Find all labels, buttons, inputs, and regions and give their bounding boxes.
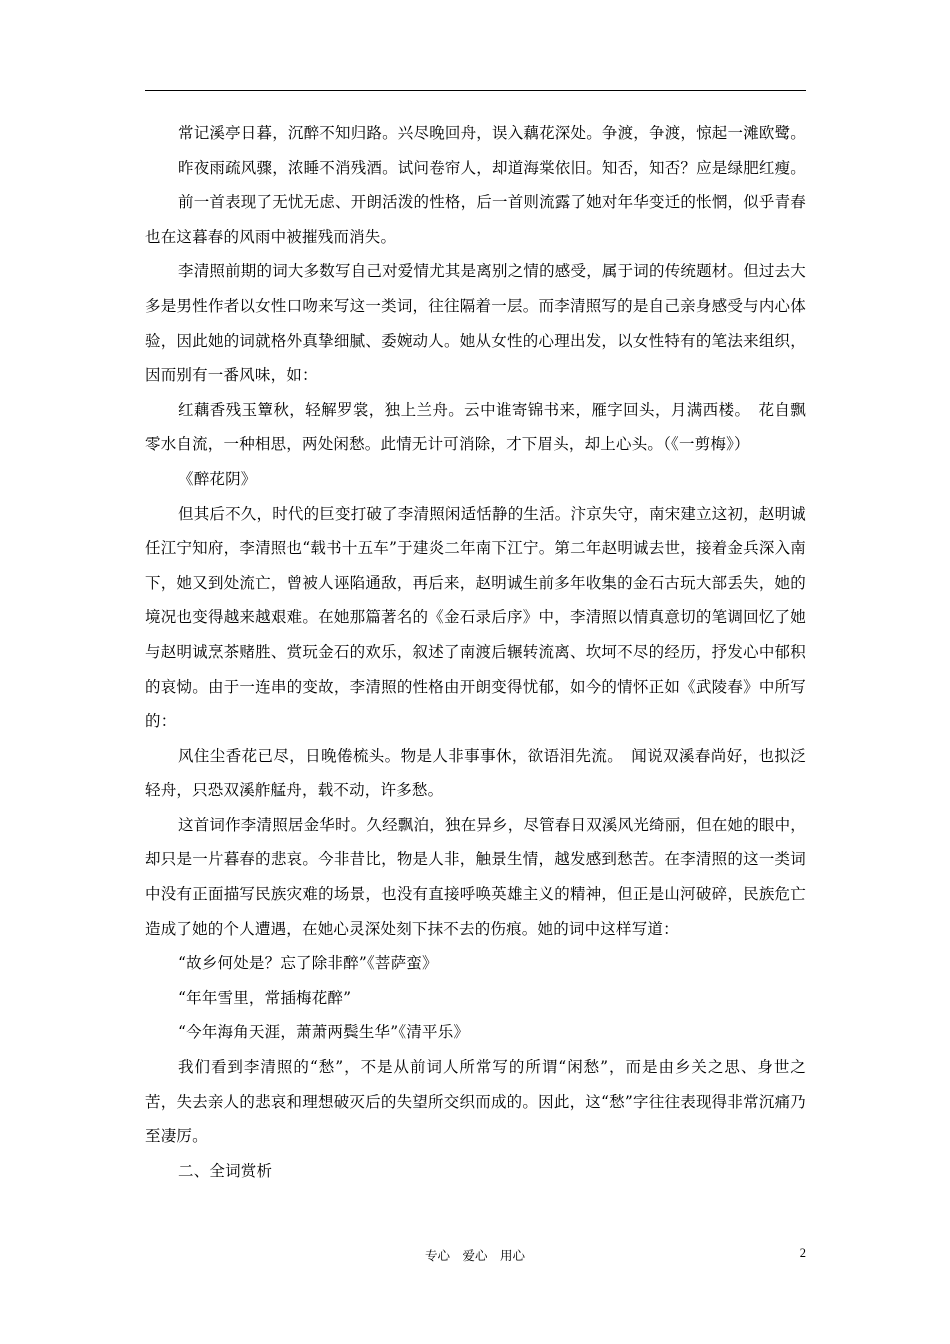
- paragraph-early-works: 李清照前期的词大多数写自己对爱情尤其是离别之情的感受，属于词的传统题材。但过去大多是男性作者以女性口吻来写这一类词，往往隔着一层。而李清照写的是自己亲身感受与内心体验，因此她的词就格外真挚细腻、委婉动人。她从女性的心理出发，以女性特有的笔法来组织，因而别有一番风味，如：: [145, 262, 807, 385]
- paragraph-comparison: 前一首表现了无忧无虑、开朗活泼的性格，后一首则流露了她对年华变迁的怅惘，似乎青春也在这暮春的风雨中被摧残而消失。: [145, 193, 807, 246]
- quote-qingpingle: “今年海角天涯，萧萧两鬓生华”《清平乐》: [178, 1023, 470, 1042]
- page-number: 2: [799, 1246, 806, 1260]
- quote-snow: “年年雪里，常插梅花醉”: [178, 988, 352, 1007]
- paragraph-later-life: 但其后不久，时代的巨变打破了李清照闲适恬静的生活。汴京失守，南宋建立这初，赵明诚任江宁知府，李清照也“载书十五车”于建炎二年南下江宁。第二年赵明诚去世，接着金兵深入南下，她又到处流亡，曾被人诬陷通敌，再后来，赵明诚生前多年收集的金石古玩大部丢失，她的境况也变得越来越艰难。在她那篇著名的《金石录后序》中，李清照以情真意切的笔调回忆了她与赵明诚烹茶赌胜、赏玩金石的欢乐，叙述了南渡后辗转流离、坎坷不尽的经历，抒发心中郁积的哀恸。由于一连串的变故，李清照的性格由开朗变得忧郁，如今的情怀正如《武陵春》中所写的：: [145, 504, 807, 731]
- paragraph-jinhua: 这首词作李清照居金华时。久经飘泊，独在异乡，尽管春日双溪风光绮丽，但在她的眼中，却只是一片暮春的悲哀。今非昔比，物是人非，触景生情，越发感到愁苦。在李清照的这一类词中没有正面描写民族灾难的场景，也没有直接呼唤英雄主义的精神，但正是山河破碎，民族危亡造成了她的个人遭遇，在她心灵深处刻下抹不去的伤痕。她的词中这样写道：: [145, 815, 807, 938]
- poem-yijianmei: 红藕香残玉簟秋，轻解罗裳，独上兰舟。云中谁寄锦书来，雁字回头，月满西楼。 花自飘零水自流，一种相思，两处闲愁。此情无计可消除，才下眉头，却上心头。（《一剪梅》）: [145, 400, 806, 454]
- poem-line-2: 昨夜雨疏风骤，浓睡不消残酒。试问卷帘人，却道海棠依旧。知否，知否？应是绿肥红瘦。: [178, 158, 807, 177]
- poem-line-1: 常记溪亭日暮，沉醉不知归路。兴尽晚回舟，误入藕花深处。争渡，争渡，惊起一滩欧鹭。: [178, 124, 807, 142]
- body-text: [145, 116, 806, 1188]
- footer-motto: 专心 爱心 用心: [424, 1248, 525, 1263]
- poem-wulingchun: 风住尘香花已尽，日晚倦梳头。物是人非事事休，欲语泪先流。 闻说双溪春尚好，也拟泛轻舟，只恐双溪舴艋舟，载不动，许多愁。: [145, 746, 806, 800]
- section-heading: 二、全词赏析: [178, 1161, 273, 1180]
- poem-title-zuihuayin: 《醉花阴》: [178, 469, 257, 488]
- quote-pusaman: “故乡何处是？忘了除非醉”《菩萨蛮》: [178, 954, 438, 973]
- header-rule: [145, 90, 806, 91]
- paragraph-sorrow: 我们看到李清照的“愁”，不是从前词人所常写的所谓“闲愁”，而是由乡关之思、身世之苦，失去亲人的悲哀和理想破灭后的失望所交织而成的。因此，这“愁”字往往表现得非常沉痛乃至凄厉。: [145, 1058, 806, 1146]
